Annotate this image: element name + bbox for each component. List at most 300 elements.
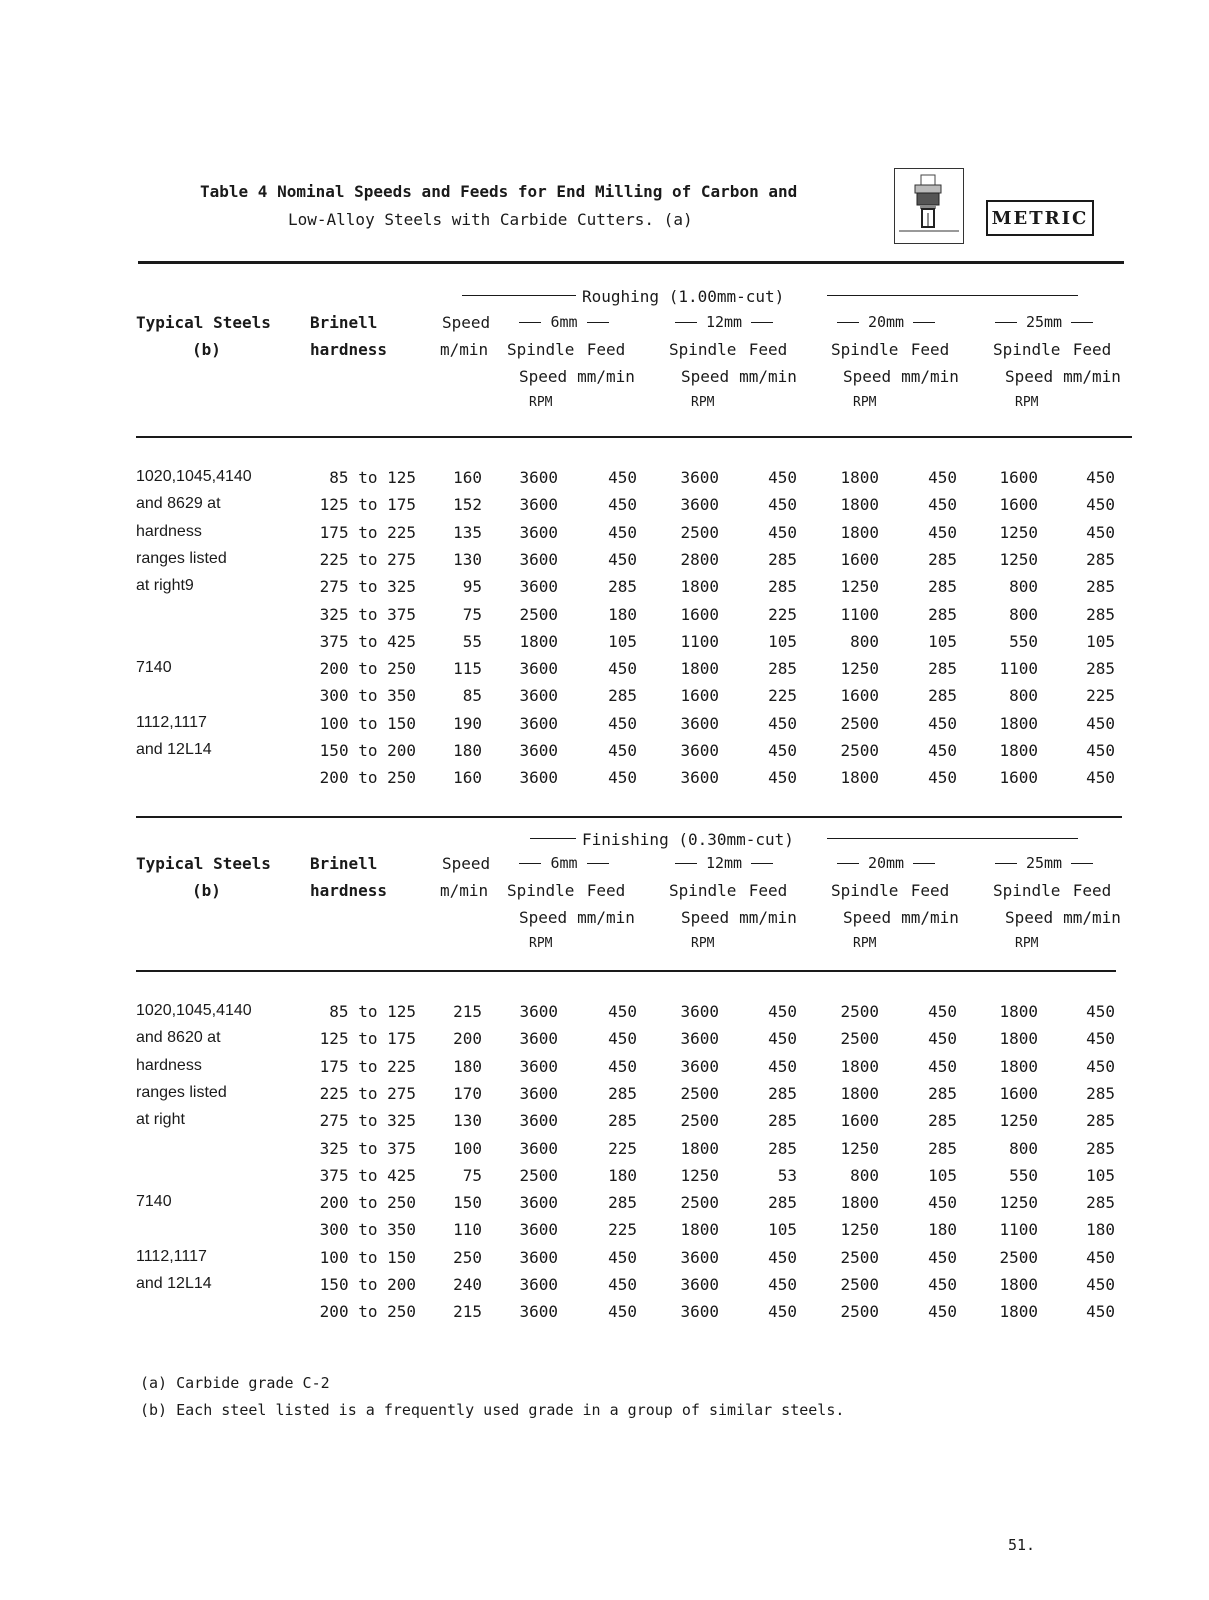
roughing-cell: 450 xyxy=(1086,522,1115,542)
roughing-spindle-header-3: Spindle xyxy=(993,340,1061,359)
roughing-cell: 105 xyxy=(768,631,797,651)
finishing-cell: 3600 xyxy=(519,1083,558,1103)
finishing-cell: 225 xyxy=(608,1220,637,1240)
roughing-cell: 85 to 125 xyxy=(329,468,416,487)
finishing-cell: 3600 xyxy=(680,1275,719,1294)
finishing-cell: 150 to 200 xyxy=(319,1275,416,1294)
roughing-speed-header: Speed xyxy=(442,313,491,332)
finishing-steel-group-label: and 8620 at xyxy=(136,1029,221,1047)
roughing-cell: 450 xyxy=(768,468,797,487)
roughing-cell: 800 xyxy=(1009,604,1038,624)
roughing-header-rule xyxy=(136,436,1132,438)
roughing-steel-group-label: at right9 xyxy=(136,577,194,595)
finishing-cell: 285 xyxy=(608,1111,637,1131)
finishing-cell: 300 to 350 xyxy=(319,1220,416,1240)
finishing-speed-sub-3: Speed xyxy=(1005,908,1054,927)
page-number: 51. xyxy=(1008,1536,1036,1554)
finishing-cell: 550 xyxy=(1009,1165,1038,1185)
table-row xyxy=(0,577,1209,604)
finishing-size-6mm: 6mm xyxy=(500,854,628,872)
finishing-steel-group-label: and 12L14 xyxy=(136,1275,212,1292)
roughing-spindle-header-2: Spindle xyxy=(831,340,899,359)
roughing-cell: 1800 xyxy=(680,659,719,679)
finishing-cell: 285 xyxy=(768,1193,797,1213)
finishing-rpm-header-3: RPM xyxy=(1015,936,1039,951)
finishing-bracket-left xyxy=(530,838,576,839)
roughing-spindle-header-0: Spindle xyxy=(507,340,575,359)
roughing-cell: 285 xyxy=(928,659,957,679)
table-row xyxy=(0,468,1209,495)
roughing-cell: 1800 xyxy=(840,522,879,542)
roughing-feed-header-2: Feed xyxy=(910,340,950,359)
finishing-rpm-header-1: RPM xyxy=(691,936,715,951)
roughing-brinell-header: Brinell xyxy=(310,313,378,332)
roughing-cell: 450 xyxy=(928,713,957,733)
roughing-steel-group-label: 1112,1117 xyxy=(136,713,207,731)
roughing-cell: 450 xyxy=(608,468,637,487)
roughing-cell: 450 xyxy=(768,522,797,542)
finishing-bracket-right xyxy=(827,838,1078,839)
roughing-cell: 160 xyxy=(453,768,482,788)
roughing-cell: 375 to 425 xyxy=(319,631,416,651)
finishing-cell: 3600 xyxy=(519,1247,558,1267)
roughing-cell: 55 xyxy=(462,631,482,651)
roughing-cell: 1600 xyxy=(680,604,719,624)
table-row xyxy=(0,632,1209,659)
roughing-cell: 3600 xyxy=(680,468,719,487)
finishing-cell: 450 xyxy=(608,1029,637,1049)
finishing-steel-group-label: 1020,1045,4140 xyxy=(136,1002,252,1019)
roughing-mm-min-header-3: mm/min xyxy=(1063,367,1121,386)
finishing-cell: 1250 xyxy=(680,1165,719,1185)
roughing-cell: 285 xyxy=(768,549,797,569)
finishing-cell: 250 xyxy=(453,1247,482,1267)
finishing-cell: 2500 xyxy=(680,1193,719,1213)
finishing-cell: 2500 xyxy=(840,1247,879,1267)
finishing-spindle-header-0: Spindle xyxy=(507,881,575,900)
roughing-cell: 1800 xyxy=(840,495,879,515)
finishing-typical-steels-note: (b) xyxy=(192,881,221,900)
roughing-cell: 3600 xyxy=(519,741,558,760)
finishing-header-rule xyxy=(136,970,1116,972)
finishing-feed-header-3: Feed xyxy=(1072,881,1112,900)
roughing-cell: 450 xyxy=(1086,495,1115,515)
finishing-cell: 3600 xyxy=(680,1002,719,1021)
roughing-cell: 105 xyxy=(1086,631,1115,651)
finishing-cell: 105 xyxy=(928,1165,957,1185)
finishing-cell: 450 xyxy=(1086,1002,1115,1021)
roughing-cell: 2500 xyxy=(519,604,558,624)
roughing-cell: 1250 xyxy=(999,522,1038,542)
finishing-cell: 285 xyxy=(1086,1193,1115,1213)
finishing-cell: 180 xyxy=(453,1056,482,1076)
finishing-cell: 450 xyxy=(608,1302,637,1322)
roughing-cell: 225 to 275 xyxy=(319,549,416,569)
roughing-cell: 1600 xyxy=(840,686,879,706)
roughing-size-25mm: 25mm xyxy=(980,313,1108,331)
roughing-cell: 225 xyxy=(768,604,797,624)
roughing-typical-steels-header: Typical Steels xyxy=(136,313,271,332)
finishing-cell: 1800 xyxy=(999,1275,1038,1294)
roughing-cell: 450 xyxy=(768,495,797,515)
finishing-mm-min-header-0: mm/min xyxy=(577,908,635,927)
finishing-cell: 450 xyxy=(1086,1275,1115,1294)
finishing-cell: 200 xyxy=(453,1029,482,1049)
table-row xyxy=(0,523,1209,550)
finishing-cell: 180 xyxy=(928,1220,957,1240)
roughing-cell: 1600 xyxy=(999,495,1038,515)
roughing-cell: 450 xyxy=(608,522,637,542)
roughing-rpm-header-3: RPM xyxy=(1015,395,1039,410)
roughing-cell: 285 xyxy=(768,659,797,679)
finishing-typical-steels-header: Typical Steels xyxy=(136,854,271,873)
roughing-cell: 190 xyxy=(453,713,482,733)
finishing-cell: 3600 xyxy=(519,1193,558,1213)
roughing-size-6mm: 6mm xyxy=(500,313,628,331)
finishing-speed-sub-2: Speed xyxy=(843,908,892,927)
table-row xyxy=(0,1084,1209,1111)
roughing-cell: 1800 xyxy=(840,468,879,487)
finishing-cell: 2500 xyxy=(999,1247,1038,1267)
finishing-spindle-header-3: Spindle xyxy=(993,881,1061,900)
table-row xyxy=(0,768,1209,795)
finishing-cell: 3600 xyxy=(519,1029,558,1049)
footnote-a: (a) Carbide grade C-2 xyxy=(140,1374,330,1392)
roughing-cell: 325 to 375 xyxy=(319,604,416,624)
finishing-speed-header: Speed xyxy=(442,854,491,873)
finishing-brinell-header: Brinell xyxy=(310,854,378,873)
roughing-cell: 3600 xyxy=(680,768,719,788)
finishing-cell: 450 xyxy=(928,1302,957,1322)
roughing-cell: 95 xyxy=(462,577,482,597)
roughing-cell: 300 to 350 xyxy=(319,686,416,706)
finishing-cell: 1800 xyxy=(840,1056,879,1076)
roughing-cell: 225 xyxy=(768,686,797,706)
finishing-cell: 1100 xyxy=(999,1220,1038,1240)
finishing-hardness-header: hardness xyxy=(310,881,388,900)
roughing-cell: 285 xyxy=(1086,604,1115,624)
finishing-cell: 3600 xyxy=(680,1247,719,1267)
finishing-size-25mm: 25mm xyxy=(980,854,1108,872)
finishing-cell: 2500 xyxy=(840,1275,879,1294)
finishing-m-min-header: m/min xyxy=(440,881,489,900)
finishing-feed-header-1: Feed xyxy=(748,881,788,900)
finishing-cell: 2500 xyxy=(840,1302,879,1322)
finishing-cell: 450 xyxy=(768,1056,797,1076)
finishing-cell: 105 xyxy=(1086,1165,1115,1185)
finishing-cell: 1800 xyxy=(999,1029,1038,1049)
roughing-mm-min-header-0: mm/min xyxy=(577,367,635,386)
roughing-cell: 450 xyxy=(768,741,797,760)
roughing-cell: 85 xyxy=(462,686,482,706)
roughing-cell: 3600 xyxy=(519,659,558,679)
finishing-cell: 450 xyxy=(928,1029,957,1049)
table-row xyxy=(0,1139,1209,1166)
roughing-cell: 285 xyxy=(928,686,957,706)
roughing-spindle-header-1: Spindle xyxy=(669,340,737,359)
finishing-cell: 285 xyxy=(928,1111,957,1131)
finishing-label: Finishing (0.30mm-cut) xyxy=(582,830,794,849)
roughing-cell: 152 xyxy=(453,495,482,515)
roughing-cell: 1250 xyxy=(999,549,1038,569)
finishing-cell: 285 xyxy=(768,1111,797,1131)
finishing-cell: 1600 xyxy=(999,1083,1038,1103)
roughing-speed-sub-0: Speed xyxy=(519,367,568,386)
finishing-cell: 1800 xyxy=(680,1138,719,1158)
finishing-cell: 285 xyxy=(768,1138,797,1158)
roughing-cell: 285 xyxy=(608,686,637,706)
roughing-cell: 285 xyxy=(1086,549,1115,569)
roughing-cell: 1250 xyxy=(840,659,879,679)
roughing-cell: 1250 xyxy=(840,577,879,597)
roughing-cell: 1800 xyxy=(519,631,558,651)
finishing-cell: 450 xyxy=(1086,1056,1115,1076)
finishing-cell: 285 xyxy=(928,1083,957,1103)
roughing-cell: 75 xyxy=(462,604,482,624)
finishing-cell: 3600 xyxy=(519,1275,558,1294)
finishing-cell: 375 to 425 xyxy=(319,1165,416,1185)
table-row xyxy=(0,1057,1209,1084)
table-row xyxy=(0,550,1209,577)
roughing-speed-sub-2: Speed xyxy=(843,367,892,386)
finishing-cell: 200 to 250 xyxy=(319,1302,416,1322)
finishing-size-20mm: 20mm xyxy=(822,854,950,872)
finishing-cell: 450 xyxy=(928,1275,957,1294)
finishing-cell: 1800 xyxy=(999,1302,1038,1322)
finishing-cell: 450 xyxy=(928,1002,957,1021)
finishing-cell: 130 xyxy=(453,1111,482,1131)
finishing-cell: 285 xyxy=(928,1138,957,1158)
finishing-cell: 3600 xyxy=(519,1302,558,1322)
roughing-cell: 3600 xyxy=(519,713,558,733)
roughing-size-12mm: 12mm xyxy=(660,313,788,331)
roughing-cell: 285 xyxy=(608,577,637,597)
roughing-rpm-header-1: RPM xyxy=(691,395,715,410)
roughing-steel-group-label: and 8629 at xyxy=(136,495,221,513)
roughing-cell: 450 xyxy=(608,713,637,733)
roughing-typical-steels-note: (b) xyxy=(192,340,221,359)
table-row xyxy=(0,1002,1209,1029)
roughing-cell: 130 xyxy=(453,549,482,569)
roughing-cell: 3600 xyxy=(519,768,558,788)
finishing-cell: 180 xyxy=(608,1165,637,1185)
roughing-cell: 450 xyxy=(1086,713,1115,733)
finishing-size-12mm: 12mm xyxy=(660,854,788,872)
finishing-cell: 100 xyxy=(453,1138,482,1158)
table-row xyxy=(0,1166,1209,1193)
roughing-speed-sub-1: Speed xyxy=(681,367,730,386)
roughing-cell: 285 xyxy=(928,549,957,569)
roughing-mm-min-header-2: mm/min xyxy=(901,367,959,386)
finishing-cell: 1250 xyxy=(999,1193,1038,1213)
roughing-steel-group-label: 7140 xyxy=(136,659,172,677)
roughing-cell: 450 xyxy=(928,768,957,788)
table-row xyxy=(0,686,1209,713)
roughing-cell: 450 xyxy=(928,741,957,760)
roughing-cell: 1600 xyxy=(680,686,719,706)
finishing-cell: 325 to 375 xyxy=(319,1138,416,1158)
roughing-cell: 285 xyxy=(1086,659,1115,679)
roughing-cell: 285 xyxy=(1086,577,1115,597)
roughing-cell: 150 to 200 xyxy=(319,741,416,760)
finishing-steel-group-label: ranges listed xyxy=(136,1083,227,1101)
end-mill-icon xyxy=(894,168,964,244)
roughing-cell: 450 xyxy=(1086,741,1115,760)
roughing-cell: 800 xyxy=(850,631,879,651)
finishing-cell: 285 xyxy=(1086,1138,1115,1158)
table-row xyxy=(0,741,1209,768)
table-row xyxy=(0,1111,1209,1138)
roughing-cell: 135 xyxy=(453,522,482,542)
table-row xyxy=(0,1029,1209,1056)
finishing-cell: 2500 xyxy=(680,1111,719,1131)
roughing-cell: 285 xyxy=(928,604,957,624)
finishing-cell: 225 xyxy=(608,1138,637,1158)
finishing-cell: 285 xyxy=(608,1083,637,1103)
roughing-cell: 1800 xyxy=(999,713,1038,733)
finishing-cell: 75 xyxy=(462,1165,482,1185)
finishing-steel-group-label: 1112,1117 xyxy=(136,1247,207,1265)
finishing-cell: 285 xyxy=(768,1083,797,1103)
finishing-cell: 3600 xyxy=(519,1111,558,1131)
roughing-steel-group-label: hardness xyxy=(136,522,202,540)
finishing-cell: 110 xyxy=(453,1220,482,1240)
roughing-cell: 225 xyxy=(1086,686,1115,706)
finishing-cell: 225 to 275 xyxy=(319,1083,416,1103)
roughing-cell: 125 to 175 xyxy=(319,495,416,515)
finishing-speed-sub-0: Speed xyxy=(519,908,568,927)
table-row xyxy=(0,605,1209,632)
finishing-cell: 450 xyxy=(928,1247,957,1267)
roughing-cell: 1800 xyxy=(999,741,1038,760)
finishing-cell: 450 xyxy=(608,1002,637,1021)
roughing-cell: 2500 xyxy=(840,741,879,760)
finishing-cell: 2500 xyxy=(519,1165,558,1185)
table-row xyxy=(0,1193,1209,1220)
table-title-line2: Low-Alloy Steels with Carbide Cutters. (a) xyxy=(288,210,693,229)
footnote-b: (b) Each steel listed is a frequently used grade in a group of similar steels. xyxy=(140,1401,845,1419)
finishing-cell: 2500 xyxy=(840,1029,879,1049)
roughing-cell: 200 to 250 xyxy=(319,659,416,679)
table-row xyxy=(0,714,1209,741)
finishing-cell: 85 to 125 xyxy=(329,1002,416,1021)
roughing-bracket-left xyxy=(462,295,576,296)
roughing-label: Roughing (1.00mm-cut) xyxy=(582,287,785,306)
finishing-cell: 450 xyxy=(928,1056,957,1076)
finishing-cell: 450 xyxy=(768,1029,797,1049)
roughing-cell: 175 to 225 xyxy=(319,522,416,542)
finishing-cell: 170 xyxy=(453,1083,482,1103)
roughing-cell: 285 xyxy=(928,577,957,597)
roughing-cell: 2500 xyxy=(840,713,879,733)
table-row xyxy=(0,1302,1209,1329)
top-rule xyxy=(138,261,1124,264)
roughing-hardness-header: hardness xyxy=(310,340,388,359)
roughing-cell: 180 xyxy=(608,604,637,624)
roughing-cell: 160 xyxy=(453,468,482,487)
roughing-cell: 275 to 325 xyxy=(319,577,416,597)
roughing-cell: 3600 xyxy=(680,741,719,760)
finishing-cell: 450 xyxy=(768,1275,797,1294)
roughing-cell: 1100 xyxy=(999,659,1038,679)
roughing-cell: 550 xyxy=(1009,631,1038,651)
finishing-cell: 1800 xyxy=(840,1193,879,1213)
finishing-cell: 450 xyxy=(608,1056,637,1076)
roughing-cell: 800 xyxy=(1009,686,1038,706)
finishing-cell: 105 xyxy=(768,1220,797,1240)
finishing-cell: 450 xyxy=(768,1302,797,1322)
roughing-cell: 285 xyxy=(768,577,797,597)
roughing-cell: 1600 xyxy=(999,768,1038,788)
finishing-rpm-header-2: RPM xyxy=(853,936,877,951)
finishing-feed-header-2: Feed xyxy=(910,881,950,900)
finishing-cell: 1800 xyxy=(999,1056,1038,1076)
table-row xyxy=(0,495,1209,522)
table-title-line1: Table 4 Nominal Speeds and Feeds for End Milling of Carbon and xyxy=(200,182,798,201)
table-row xyxy=(0,659,1209,686)
finishing-cell: 2500 xyxy=(680,1083,719,1103)
roughing-cell: 450 xyxy=(768,713,797,733)
finishing-cell: 3600 xyxy=(519,1220,558,1240)
roughing-m-min-header: m/min xyxy=(440,340,489,359)
roughing-rpm-header-2: RPM xyxy=(853,395,877,410)
roughing-cell: 1600 xyxy=(840,549,879,569)
roughing-cell: 2500 xyxy=(680,522,719,542)
finishing-mm-min-header-2: mm/min xyxy=(901,908,959,927)
finishing-cell: 3600 xyxy=(519,1138,558,1158)
section-divider xyxy=(136,816,1122,818)
roughing-cell: 2800 xyxy=(680,549,719,569)
roughing-cell: 450 xyxy=(608,495,637,515)
roughing-cell: 450 xyxy=(608,768,637,788)
finishing-steel-group-label: 7140 xyxy=(136,1193,172,1211)
roughing-cell: 200 to 250 xyxy=(319,768,416,788)
roughing-steel-group-label: and 12L14 xyxy=(136,741,212,758)
roughing-cell: 100 to 150 xyxy=(319,713,416,733)
roughing-speed-sub-3: Speed xyxy=(1005,367,1054,386)
roughing-cell: 180 xyxy=(453,741,482,760)
finishing-steel-group-label: at right xyxy=(136,1111,185,1129)
roughing-cell: 1100 xyxy=(680,631,719,651)
table-row xyxy=(0,1248,1209,1275)
finishing-cell: 180 xyxy=(1086,1220,1115,1240)
table-row xyxy=(0,1275,1209,1302)
roughing-cell: 3600 xyxy=(519,468,558,487)
finishing-cell: 1800 xyxy=(840,1083,879,1103)
finishing-cell: 3600 xyxy=(519,1002,558,1021)
roughing-steel-group-label: 1020,1045,4140 xyxy=(136,468,252,485)
finishing-rpm-header-0: RPM xyxy=(529,936,553,951)
roughing-cell: 450 xyxy=(608,741,637,760)
roughing-rpm-header-0: RPM xyxy=(529,395,553,410)
finishing-spindle-header-1: Spindle xyxy=(669,881,737,900)
roughing-cell: 105 xyxy=(608,631,637,651)
finishing-cell: 1250 xyxy=(999,1111,1038,1131)
finishing-cell: 53 xyxy=(777,1165,797,1185)
roughing-cell: 3600 xyxy=(519,577,558,597)
finishing-cell: 450 xyxy=(928,1193,957,1213)
roughing-cell: 3600 xyxy=(519,549,558,569)
finishing-cell: 450 xyxy=(1086,1247,1115,1267)
finishing-cell: 1800 xyxy=(999,1002,1038,1021)
finishing-cell: 450 xyxy=(768,1002,797,1021)
finishing-cell: 200 to 250 xyxy=(319,1193,416,1213)
finishing-cell: 285 xyxy=(1086,1083,1115,1103)
roughing-size-20mm: 20mm xyxy=(822,313,950,331)
finishing-cell: 150 xyxy=(453,1193,482,1213)
finishing-cell: 285 xyxy=(608,1193,637,1213)
roughing-cell: 450 xyxy=(608,659,637,679)
